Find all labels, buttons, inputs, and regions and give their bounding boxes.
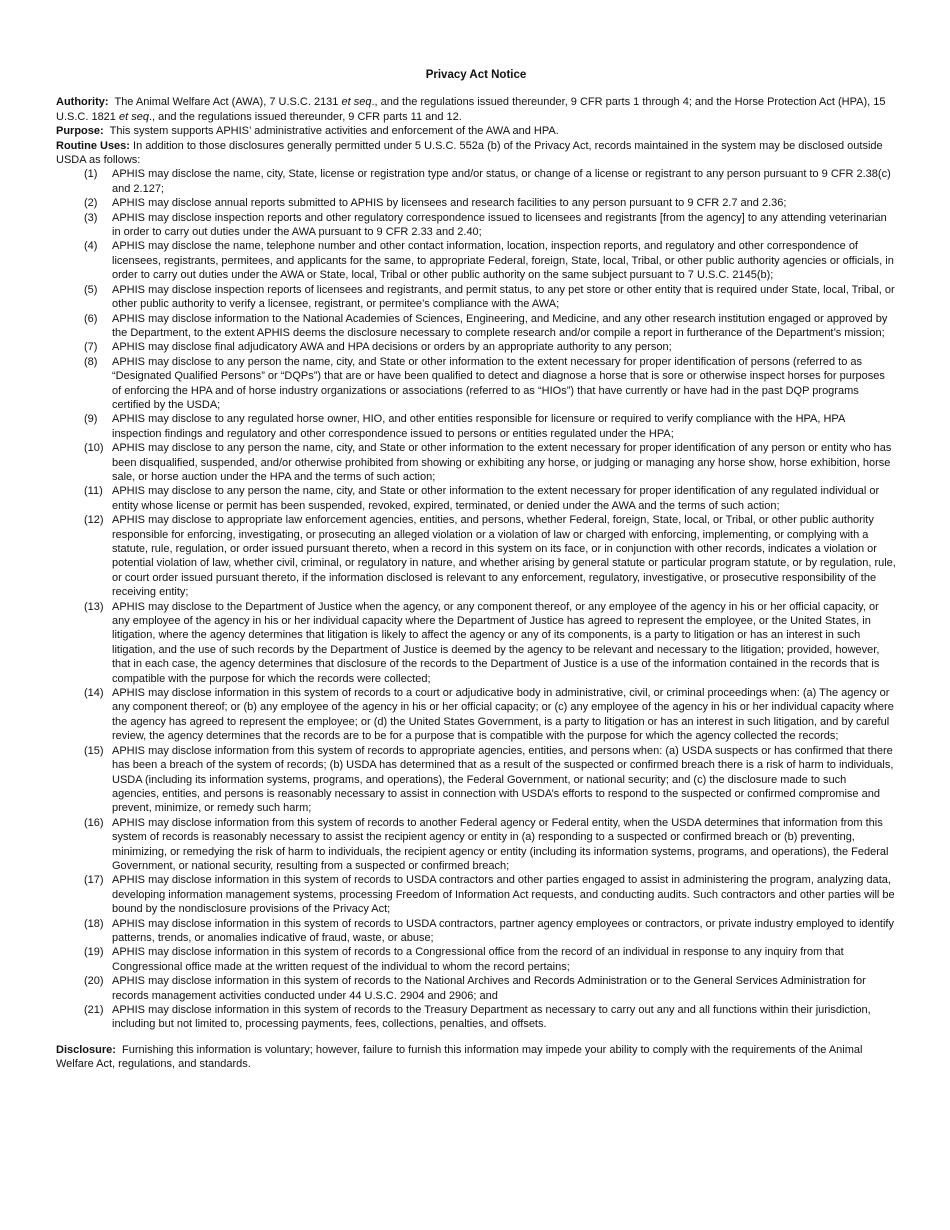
list-item bbox=[56, 340, 896, 354]
routine-uses-label: Routine Uses: bbox=[56, 139, 130, 152]
list-item bbox=[56, 355, 896, 413]
list-item bbox=[56, 412, 896, 441]
list-item-text: APHIS may disclose to appropriate law enforcement agencies, entities, and persons, whether Federal, foreign, State, local, or Tribal, or other public authority responsible for enforcing, investigating, or prosecuting an alleged violation or a violation of law or charged with enforcing, implementing, or complying with a statute, rule, regulation, or order issued pursuant thereto, when a record in this system on its face, or in conjunction with other records, indicates a violation or potential violation of law, whether civil, criminal, or regulatory in nature, and whether arising by general statute or particular program statute, or by regulation, rule, or court order issued pursuant thereto, if the information disclosed is relevant to any enforcement, regulatory, investigative, or prosecutive responsibility of the receiving entity; bbox=[112, 514, 896, 599]
list-item bbox=[56, 600, 896, 686]
disclosure-label: Disclosure: bbox=[56, 1043, 116, 1056]
list-item bbox=[56, 917, 896, 946]
list-item-text: APHIS may disclose information in this system of records to USDA contractors, partner agency employees or contractors, or private industry employed to identify patterns, trends, or anomalies indicative of fraud, waste, or abuse; bbox=[112, 917, 894, 944]
authority-text-3: ., and the regulations issued thereunder, 9 CFR parts 11 and 12. bbox=[148, 110, 462, 123]
list-item bbox=[56, 873, 896, 916]
list-item-text: APHIS may disclose information from this system of records to appropriate agencies, entities, and persons when: (a) USDA suspects or has confirmed that there has been a breach of the system of records; (b) USDA has determined that as a result of the suspected or confirmed breach there is a risk of harm to individuals, USDA (including its information systems, programs, and operations), the Federal Government, or national security; and (c) the disclosure made to such agencies, entities, and persons is reasonably necessary to assist in connection with USDA’s efforts to respond to the suspected or confirmed compromise and prevent, minimize, or remedy such harm; bbox=[112, 744, 894, 815]
list-item bbox=[56, 239, 896, 282]
list-item-number: (20) bbox=[84, 975, 104, 988]
list-item-text: APHIS may disclose to the Department of Justice when the agency, or any component thereof, or any employee of the agency in his or her official capacity, or any employee of the agency in his or her individual capacity where the Department of Justice has agreed to represent the employee, or the United States, in litigation, where the agency determines that litigation is likely to affect the agency or any of its components, is a party to litigation or has an interest in such litigation, and the use of such records by the Department of Justice is deemed by the agency to be relevant and necessary to the litigation; provided, however, that in each case, the agency determines that disclosure of the records to the Department of Justice is a use of the information contained in the records that is compatible with the purpose for which the records were collected; bbox=[112, 600, 880, 685]
privacy-act-notice-document bbox=[56, 68, 896, 1072]
list-item-number: (10) bbox=[84, 442, 104, 455]
list-item-number: (13) bbox=[84, 600, 104, 613]
purpose-label: Purpose: bbox=[56, 125, 104, 138]
list-item bbox=[56, 312, 896, 341]
list-item-number: (6) bbox=[84, 312, 98, 325]
disclosure-paragraph bbox=[56, 1043, 896, 1072]
list-item-text: APHIS may disclose information in this system of records to USDA contractors and other parties engaged to assist in administering the program, analyzing data, developing information management systems, processing Freedom of Information Act requests, and conducting audits. Such contractors and other parties will be bound by the nondisclosure provisions of the Privacy Act; bbox=[112, 874, 895, 916]
list-item bbox=[56, 744, 896, 816]
list-item-text: APHIS may disclose to any regulated horse owner, HIO, and other entities responsible for licensure or required to verify compliance with the HPA, HPA inspection findings and regulatory and other correspondence issued to persons or entities regulated under the HPA; bbox=[112, 413, 845, 440]
list-item-number: (2) bbox=[84, 197, 98, 210]
list-item-text: APHIS may disclose information in this system of records to the Treasury Department as necessary to carry out any and all functions within their jurisdiction, including but not limited to, processing payments, fees, collections, penalties, and offsets. bbox=[112, 1004, 871, 1031]
authority-label: Authority: bbox=[56, 96, 109, 109]
list-item-text: APHIS may disclose final adjudicatory AWA and HPA decisions or orders by an appropriate authority to any person; bbox=[112, 341, 672, 354]
list-item bbox=[56, 196, 896, 210]
list-item-number: (17) bbox=[84, 874, 104, 887]
list-item-text: APHIS may disclose inspection reports of licensees and registrants, and permit status, to any pet store or other entity that is required under State, local, Tribal, or other public authority to verify a licensee, registrant, or permitee’s compliance with the AWA; bbox=[112, 283, 895, 311]
purpose-paragraph bbox=[56, 124, 896, 138]
list-item bbox=[56, 211, 896, 240]
list-item bbox=[56, 283, 896, 312]
list-item bbox=[56, 484, 896, 513]
list-item-text: APHIS may disclose to any person the name, city, and State or other information to the extent necessary for proper identification of any person or entity who has been disqualified, suspended, and/or otherwise prohibited from showing or exhibiting any horse, or judging or managing any horse show, horse exhibition, horse sale, or horse auction under the HPA and the terms of such action; bbox=[112, 442, 892, 483]
list-item bbox=[56, 513, 896, 599]
list-item bbox=[56, 686, 896, 744]
list-item-text: APHIS may disclose information from this system of records to another Federal agency or Federal entity, when the USDA determines that information from this system of records is reasonably necessary to assist the recipient agency or entity in (a) responding to a suspected or confirmed breach or (b) preventing, minimizing, or remedying the risk of harm to individuals, the recipient agency or entity (including its information systems, programs, and operations), the Federal Government, or national security, resulting from a suspected or confirmed breach; bbox=[112, 816, 889, 872]
routine-uses-intro: In addition to those disclosures generally permitted under 5 U.S.C. 552a (b) of the Privacy Act, records maintained in the system may be disclosed outside USDA as follows: bbox=[56, 139, 883, 167]
list-item-text: APHIS may disclose inspection reports and other regulatory correspondence issued to licensees and registrants [from the agency] to any attending veterinarian in order to carry out duties under the AWA pursuant to 9 CFR 2.33 and 2.40; bbox=[112, 211, 887, 239]
list-item bbox=[56, 974, 896, 1003]
purpose-text: This system supports APHIS’ administrative activities and enforcement of the AWA and HPA. bbox=[109, 125, 559, 138]
list-item bbox=[56, 945, 896, 974]
list-item-number: (4) bbox=[84, 240, 98, 253]
list-item-number: (21) bbox=[84, 1004, 104, 1016]
routine-uses-list bbox=[56, 167, 896, 1031]
authority-italic-1: et seq bbox=[341, 96, 372, 109]
list-item-number: (7) bbox=[84, 341, 98, 354]
authority-paragraph bbox=[56, 95, 896, 124]
list-item-number: (16) bbox=[84, 816, 104, 829]
list-item bbox=[56, 816, 896, 874]
list-item-text: APHIS may disclose to any person the name, city, and State or other information to the extent necessary for proper identification of any regulated individual or entity whose license or permit has been suspended, revoked, expired, terminated, or denied under the AWA and the terms of such action; bbox=[112, 485, 880, 512]
list-item-number: (19) bbox=[84, 946, 104, 959]
authority-italic-2: et seq bbox=[118, 110, 149, 123]
list-item-number: (15) bbox=[84, 744, 104, 757]
list-item-text: APHIS may disclose the name, city, State, license or registration type and/or status, or change of a license or registrant to any person pursuant to 9 CFR 2.38(c) and 2.127; bbox=[112, 168, 891, 195]
authority-text-2: ., and the regulations issued thereunder, 9 CFR parts 1 through 4; and the Horse Protection Act (HPA), 15 U.S.C. 1821 bbox=[56, 96, 886, 123]
list-item bbox=[56, 441, 896, 484]
list-item-text: APHIS may disclose information in this system of records to a Congressional office from the record of an individual in response to any inquiry from that Congressional office made at the written request of the individual to whom the record pertains; bbox=[112, 946, 844, 973]
list-item-number: (18) bbox=[84, 917, 104, 930]
list-item-number: (11) bbox=[84, 485, 103, 498]
authority-text-1: The Animal Welfare Act (AWA), 7 U.S.C. 2131 bbox=[114, 96, 339, 109]
list-item-text: APHIS may disclose information in this system of records to the National Archives and Records Administration or to the General Services Administration for records management activities conducted under 44 U.S.C. 2904 and 2906; and bbox=[112, 975, 866, 1002]
list-item-text: APHIS may disclose the name, telephone number and other contact information, location, inspection reports, and regulatory and other correspondence of licensees, registrants, permitees, and applicants for the same, to appropriate Federal, foreign, State, local, Tribal, or other public authority agencies or officials, in order to carry out duties under the AWA or State, local, Tribal or other public authority on the same subject pursuant to 7 U.S.C. 2145(b); bbox=[112, 240, 894, 282]
list-item-text: APHIS may disclose information to the National Academies of Sciences, Engineering, and Medicine, and any other research institution engaged or approved by the Department, to the extent APHIS deems the disclosure necessary to complete research and/or compile a report in furtherance of the Department’s mission; bbox=[112, 312, 888, 339]
list-item-number: (5) bbox=[84, 283, 98, 296]
document-title: Privacy Act Notice bbox=[425, 69, 527, 81]
list-item-text: APHIS may disclose information in this system of records to a court or adjudicative body in administrative, civil, or criminal proceedings when: (a) The agency or any component thereof; or (b) any employee of the agency in his or her official capacity; or (c) any employee of the agency in his or her individual capacity where the agency has agreed to represent the employee; or (d) the United States Government, is a party to litigation or has an interest in such litigation, and by careful review, the agency determines that the records are to be for a purpose that is compatible with the purpose for which the agency collected the records; bbox=[112, 687, 894, 743]
list-item-text: APHIS may disclose to any person the name, city, and State or other information to the extent necessary for proper identification of persons (referred to as “Designated Qualified Persons” or “DQPs”) that are or have been qualified to detect and diagnose a horse that is sore or otherwise inspect horses for purposes of enforcing the HPA and of horse industry organizations or associations (referred to as “HIOs”) that have currently or have had in the past DQP programs certified by the USDA; bbox=[112, 355, 885, 411]
list-item bbox=[56, 1003, 896, 1032]
list-item-number: (3) bbox=[84, 211, 98, 224]
list-item-number: (9) bbox=[84, 413, 98, 426]
routine-uses-paragraph bbox=[56, 139, 896, 168]
list-item-text: APHIS may disclose annual reports submitted to APHIS by licensees and research facilities to any person pursuant to 9 CFR 2.7 and 2.36; bbox=[112, 197, 787, 210]
list-item-number: (1) bbox=[84, 168, 98, 181]
disclosure-text: Furnishing this information is voluntary; however, failure to furnish this information may impede your ability to comply with the requirements of the Animal Welfare Act, regulations, and standards. bbox=[56, 1043, 863, 1071]
list-item-number: (8) bbox=[84, 355, 98, 368]
list-item-number: (14) bbox=[84, 687, 104, 700]
list-item bbox=[56, 167, 896, 196]
list-item-number: (12) bbox=[84, 514, 104, 527]
